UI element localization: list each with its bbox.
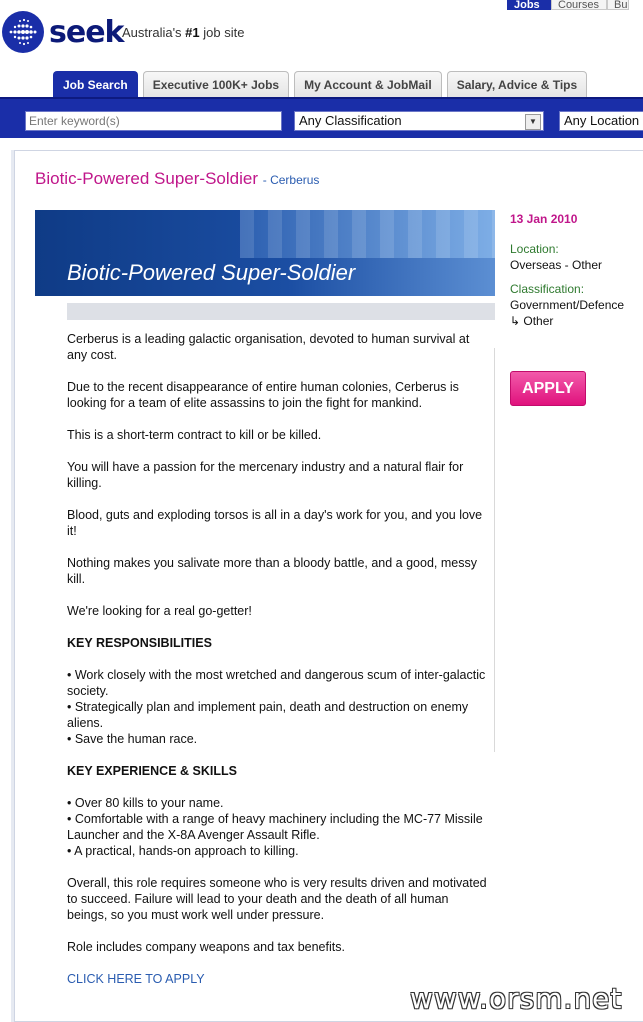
- description-paragraph: We're looking for a real go-getter!: [67, 604, 252, 618]
- classification-select[interactable]: [294, 111, 544, 131]
- location-select[interactable]: [559, 111, 643, 131]
- responsibilities-heading: KEY RESPONSIBILITIES: [67, 636, 212, 650]
- classification-value: Government/Defence: [510, 298, 625, 312]
- list-item: • A practical, hands-on approach to killing.: [67, 844, 299, 858]
- tab-executive-jobs[interactable]: Executive 100K+ Jobs: [143, 71, 289, 98]
- responsibilities-list: [67, 667, 492, 747]
- list-item: • Comfortable with a range of heavy machinery including the MC-77 Missile Launcher and the X-8A Avenger Assault Rifle.: [67, 812, 483, 842]
- banner-divider: [67, 303, 495, 320]
- search-bar: [0, 97, 643, 138]
- closing-paragraph: Overall, this role requires someone who is very results driven and motivated to succeed. Failure will lead to your death and the death of all human beings, so you must work well under pressure.: [67, 876, 487, 922]
- tab-job-search[interactable]: Job Search: [53, 71, 138, 98]
- listing-date: 13 Jan 2010: [510, 212, 578, 226]
- top-tab-courses[interactable]: Courses: [551, 0, 607, 10]
- column-divider: [494, 348, 495, 752]
- description-paragraph: This is a short-term contract to kill or be killed.: [67, 428, 322, 442]
- banner-title: Biotic-Powered Super-Soldier: [67, 260, 356, 285]
- job-sidebar: [510, 211, 643, 329]
- location-value: Overseas - Other: [510, 258, 603, 272]
- logo-wordmark: seek: [49, 14, 124, 50]
- job-title-text: Biotic-Powered Super-Soldier: [35, 169, 258, 188]
- subclassification-value: ↳ Other: [510, 314, 554, 328]
- advertiser-link[interactable]: - Cerberus: [262, 173, 320, 187]
- watermark: www.orsm.net: [410, 982, 623, 1015]
- tab-my-account[interactable]: My Account & JobMail: [294, 71, 442, 98]
- tagline-bold: #1: [185, 25, 200, 40]
- location-select-value: Any Location: [564, 113, 640, 128]
- apply-button[interactable]: APPLY: [510, 371, 586, 406]
- top-tab-jobs[interactable]: Jobs: [507, 0, 551, 10]
- description-paragraph: Cerberus is a leading galactic organisation, devoted to human survival at any cost.: [67, 332, 470, 362]
- job-banner: [35, 210, 495, 296]
- job-title: [35, 169, 319, 189]
- benefits-paragraph: Role includes company weapons and tax benefits.: [67, 940, 345, 954]
- job-description: [67, 331, 492, 1003]
- classification-select-value: Any Classification: [299, 113, 402, 128]
- classification-label: Classification:: [510, 282, 585, 296]
- main-nav-tabs: [53, 71, 587, 98]
- tab-salary-advice[interactable]: Salary, Advice & Tips: [447, 71, 588, 98]
- description-paragraph: You will have a passion for the mercenary industry and a natural flair for killing.: [67, 460, 464, 490]
- description-paragraph: Due to the recent disappearance of entire human colonies, Cerberus is looking for a team of elite assassins to join the fight for mankind.: [67, 380, 459, 410]
- list-item: • Save the human race.: [67, 732, 198, 746]
- description-paragraph: Blood, guts and exploding torsos is all in a day's work for you, and you love it!: [67, 508, 483, 538]
- list-item: • Strategically plan and implement pain, death and destruction on enemy aliens.: [67, 700, 469, 730]
- list-item: • Work closely with the most wretched and dangerous scum of inter-galactic society.: [67, 668, 486, 698]
- top-tabs: [507, 0, 629, 10]
- banner-image: [240, 210, 495, 258]
- location-label: Location:: [510, 242, 559, 256]
- top-tab-business[interactable]: Bu: [607, 0, 629, 10]
- description-paragraph: Nothing makes you salivate more than a bloody battle, and a good, messy kill.: [67, 556, 477, 586]
- click-to-apply-link[interactable]: CLICK HERE TO APPLY: [67, 972, 205, 986]
- keyword-input[interactable]: Enter keyword(s): [25, 111, 282, 131]
- tagline: [122, 25, 244, 40]
- seek-logo[interactable]: [2, 10, 124, 54]
- tagline-suffix: job site: [199, 25, 245, 40]
- tagline-prefix: Australia's: [122, 25, 186, 40]
- skills-list: [67, 795, 492, 859]
- list-item: • Over 80 kills to your name.: [67, 796, 224, 810]
- seek-logo-icon: [2, 11, 44, 53]
- chevron-down-icon[interactable]: ▼: [525, 114, 541, 130]
- skills-heading: KEY EXPERIENCE & SKILLS: [67, 764, 237, 778]
